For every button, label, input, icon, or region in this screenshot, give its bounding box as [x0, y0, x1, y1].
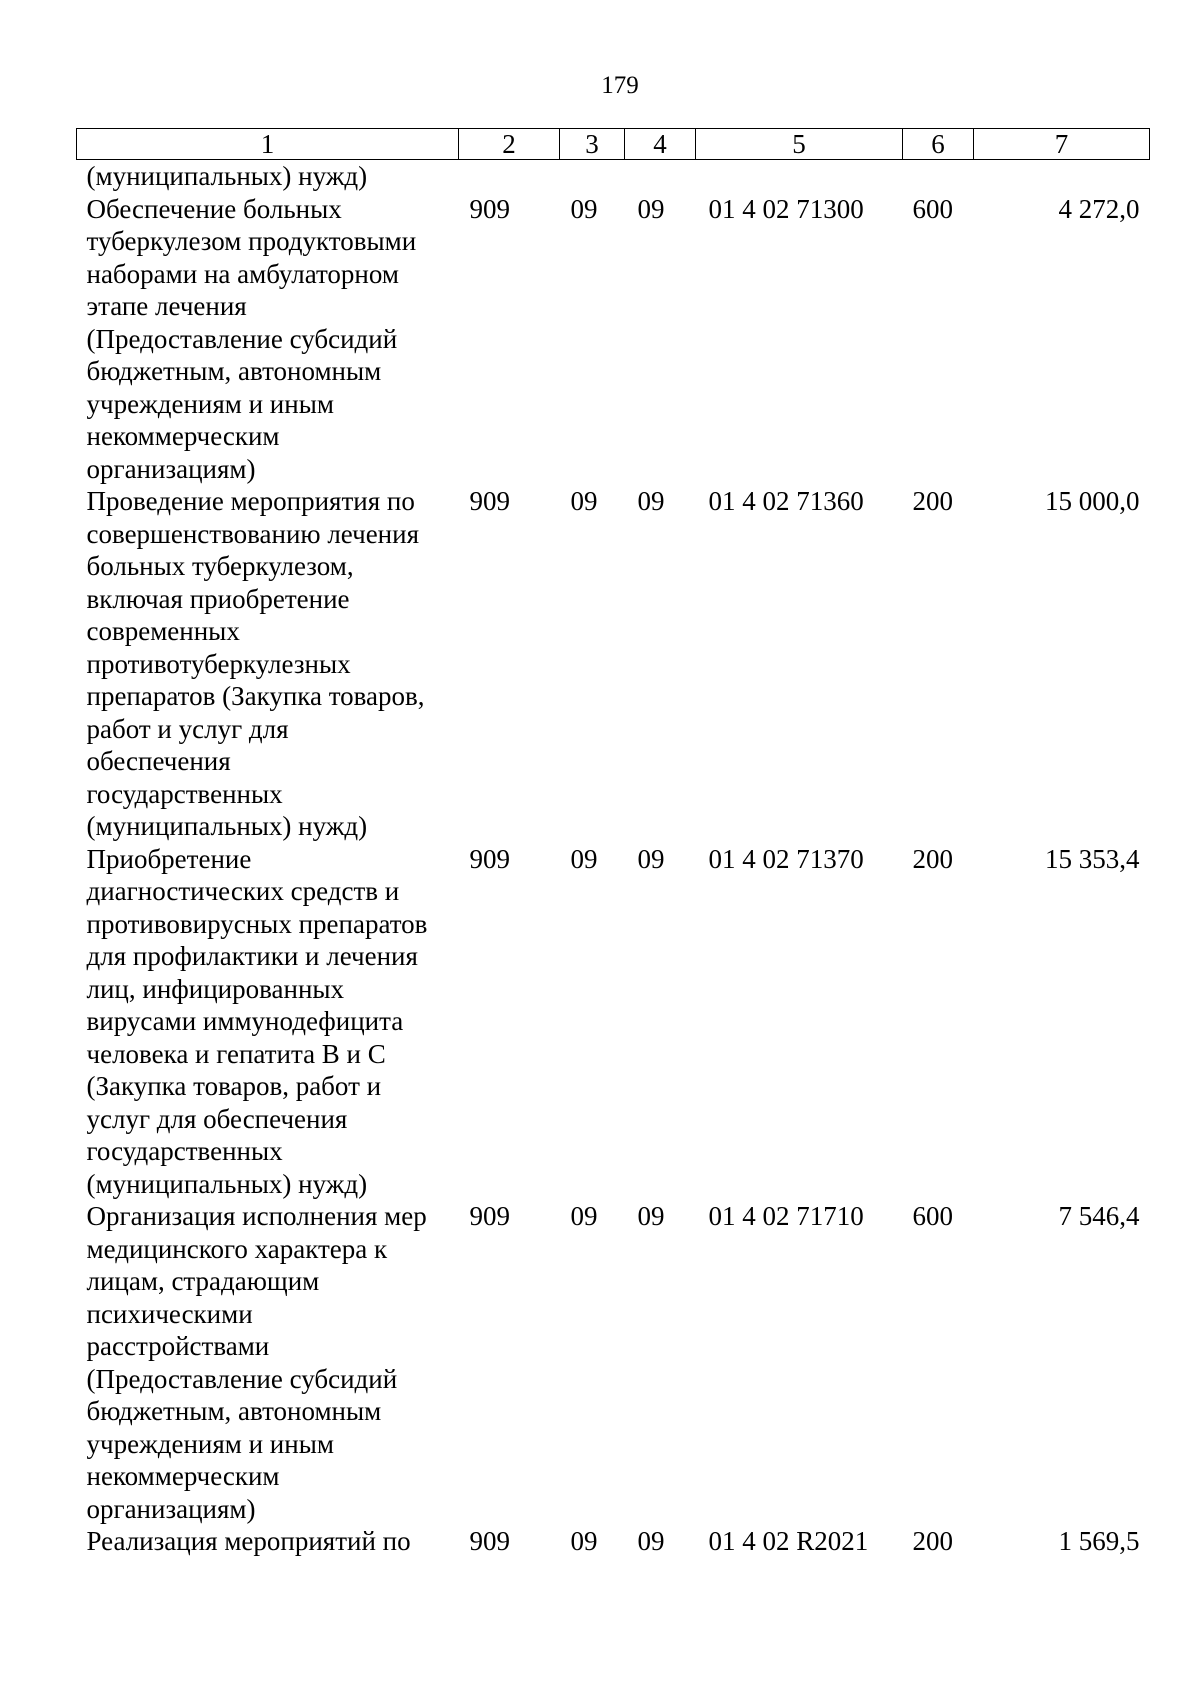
- column-header: 4: [625, 129, 696, 160]
- row-pr: 09: [637, 843, 665, 874]
- row-pr: 09: [637, 193, 665, 224]
- row-name: (муниципальных) нужд): [86, 161, 368, 191]
- column-header: 3: [560, 129, 625, 160]
- table-row: [77, 193, 1150, 486]
- row-ved: 909: [469, 1201, 510, 1231]
- row-amount: 1 569,5: [1058, 1526, 1140, 1556]
- column-header: 5: [696, 129, 903, 160]
- budget-table: [76, 128, 1150, 1558]
- row-vr: 200: [912, 1526, 953, 1556]
- row-vr: 600: [912, 193, 953, 224]
- row-rz: 09: [570, 486, 598, 516]
- row-amount: 15 353,4: [1045, 843, 1140, 874]
- column-header: 6: [903, 129, 974, 160]
- row-name: Приобретение диагностических средств и противовирусных препаратов для профилактики и лечения лиц, инфицированных вирусами иммунодефицита человека и гепатита B и C (Закупка товаров, работ и услуг для обеспечения государственных (муниципальных) нужд): [86, 843, 428, 1199]
- table-row: [77, 485, 1150, 843]
- table-row: [77, 1200, 1150, 1525]
- row-name: Обеспечение больных туберкулезом продуктовыми наборами на амбулаторном этапе лечения (Предоставление субсидий бюджетным, автономным учреждениям и иным некоммерческим организациям): [86, 193, 417, 484]
- row-ved: 909: [469, 1526, 510, 1556]
- row-rz: 09: [570, 1201, 598, 1231]
- row-csr: 01 4 02 71300: [708, 193, 864, 224]
- row-pr: 09: [637, 1201, 665, 1231]
- row-name: Реализация мероприятий по: [86, 1526, 411, 1556]
- row-pr: 09: [637, 486, 665, 516]
- row-vr: [903, 160, 974, 193]
- table-row: [77, 1525, 1150, 1558]
- table-row: [77, 843, 1150, 1201]
- row-amount: [974, 160, 1150, 193]
- row-csr: [696, 160, 903, 193]
- page-number: 179: [601, 72, 639, 99]
- row-csr: 01 4 02 71370: [708, 843, 864, 874]
- row-ved: 909: [469, 486, 510, 516]
- row-vr: 200: [912, 486, 953, 516]
- column-header: 1: [77, 129, 459, 160]
- row-rz: [560, 160, 625, 193]
- row-amount: 15 000,0: [1045, 486, 1140, 516]
- row-ved: 909: [469, 193, 510, 224]
- table-header-row: [77, 129, 1150, 160]
- row-pr: [625, 160, 696, 193]
- row-vr: 600: [912, 1201, 953, 1231]
- row-ved: 909: [469, 843, 510, 874]
- row-amount: 7 546,4: [1058, 1201, 1140, 1231]
- row-ved: [459, 160, 560, 193]
- row-csr: 01 4 02 71360: [708, 486, 864, 516]
- row-rz: 09: [570, 193, 598, 224]
- row-amount: 4 272,0: [1058, 193, 1140, 224]
- row-csr: 01 4 02 R2021: [708, 1526, 869, 1556]
- column-header: 7: [974, 129, 1150, 160]
- table-row: [77, 160, 1150, 193]
- row-rz: 09: [570, 843, 598, 874]
- column-header: 2: [459, 129, 560, 160]
- row-rz: 09: [570, 1526, 598, 1556]
- row-name: Проведение мероприятия по совершенствованию лечения больных туберкулезом, включая приобретение современных противотуберкулезных препаратов (Закупка товаров, работ и услуг для обеспечения государственных (муниципальных) нужд): [86, 486, 425, 841]
- row-name: Организация исполнения мер медицинского характера к лицам, страдающим психическими расстройствами (Предоставление субсидий бюджетным, автономным учреждениям и иным некоммерческим организациям): [86, 1201, 427, 1524]
- row-csr: 01 4 02 71710: [708, 1201, 864, 1231]
- row-pr: 09: [637, 1526, 665, 1556]
- row-vr: 200: [912, 843, 953, 874]
